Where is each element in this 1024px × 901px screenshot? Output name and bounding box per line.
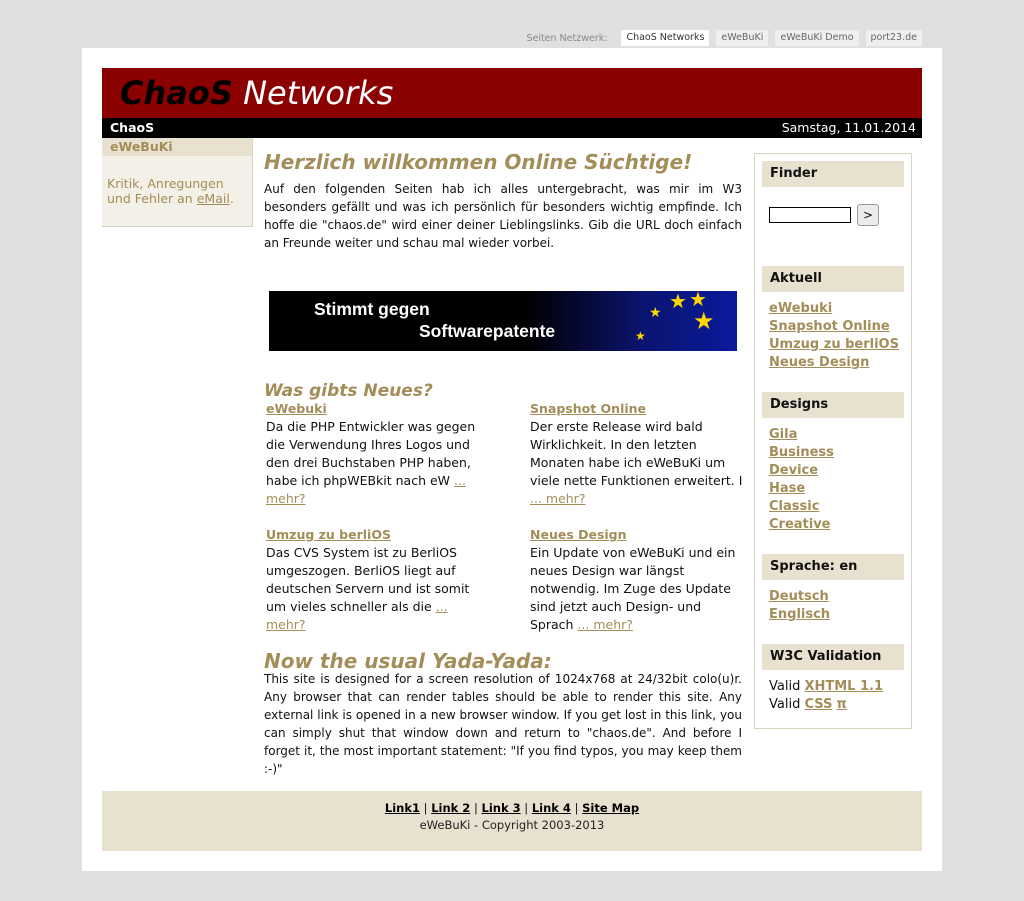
news-item-text	[530, 544, 744, 634]
design-item-creative[interactable]: Creative	[769, 517, 831, 532]
softwarepatente-banner[interactable]	[269, 291, 737, 351]
language-englisch[interactable]: Englisch	[769, 607, 831, 622]
star-icon: ★	[635, 329, 646, 343]
welcome-title: Herzlich willkommen Online Süchtige!	[264, 150, 693, 174]
w3c-list	[769, 678, 883, 714]
star-icon: ★	[649, 305, 662, 321]
date-display: Samstag, 11.01.2014	[781, 120, 916, 135]
site-logo	[120, 73, 393, 113]
sub-bar	[102, 118, 922, 138]
left-nav	[102, 138, 253, 227]
news-item-title[interactable]: Neues Design	[530, 527, 627, 542]
banner-line-1: Stimmt gegen	[314, 299, 430, 319]
news-item-body: Der erste Release wird bald Wirklichkeit. In den letzten Monaten habe ich eWeBuKi um viele nette Funktionen erweitert. I	[530, 419, 743, 488]
design-item-business[interactable]: Business	[769, 445, 834, 460]
news-item	[530, 400, 744, 508]
more-link[interactable]: ... mehr?	[530, 491, 586, 506]
footer-link-sitemap[interactable]: Site Map	[582, 801, 640, 815]
w3c-css-row	[769, 696, 883, 714]
network-tab-port23[interactable]: port23.de	[866, 30, 922, 46]
sprache-list	[769, 588, 830, 624]
network-tab-ewebuki-demo[interactable]: eWeBuKi Demo	[775, 30, 858, 46]
search-button[interactable]: >	[857, 204, 879, 226]
yada-title: Now the usual Yada-Yada:	[264, 649, 552, 673]
logo-part-chaos: ChaoS	[120, 74, 233, 112]
aktuell-item-neues-design[interactable]: Neues Design	[769, 355, 870, 370]
footer-link-3[interactable]: Link 3	[481, 801, 521, 815]
news-item	[530, 526, 744, 634]
aktuell-list	[769, 300, 899, 372]
news-section-title: Was gibts Neues?	[264, 381, 433, 401]
css-link[interactable]: CSS	[804, 697, 833, 712]
network-label: Seiten Netzwerk:	[526, 32, 608, 44]
news-item	[266, 526, 480, 634]
design-item-gila[interactable]: Gila	[769, 427, 798, 442]
footer-link-1[interactable]: Link1	[384, 801, 420, 815]
news-item-body: Das CVS System ist zu BerliOS umgeszogen. BerliOS liegt auf deutschen Servern und ist somit um vieles schneller als die	[266, 545, 470, 614]
footer-link-2[interactable]: Link 2	[431, 801, 471, 815]
star-icon: ★	[689, 291, 707, 311]
intro-text: Auf den folgenden Seiten hab ich alles untergebracht, was mir im W3 besonders gefällt und was ich persönlich für besonders wichtig empfinde. Ich hoffe die "chaos.de" wird einer deiner Lieblingslinks. Gib die URL doch einfach an Freunde weiter und schau mal wieder vorbei.	[264, 182, 742, 250]
design-item-hase[interactable]: Hase	[769, 481, 806, 496]
pi-link[interactable]: π	[836, 697, 847, 712]
w3c-xhtml-row	[769, 678, 883, 696]
aktuell-item-snapshot[interactable]: Snapshot Online	[769, 319, 890, 334]
section-name: ChaoS	[110, 120, 155, 135]
copyright: eWeBuKi - Copyright 2003-2013	[419, 818, 605, 832]
news-item-title[interactable]: Umzug zu berliOS	[266, 527, 391, 542]
footer-link-4[interactable]: Link 4	[531, 801, 571, 815]
feedback-text: Kritik, Anregungen und Fehler an	[107, 176, 224, 206]
sprache-title: Sprache: en	[762, 554, 904, 580]
news-item-text	[266, 418, 480, 508]
language-deutsch[interactable]: Deutsch	[769, 589, 829, 604]
main-content	[264, 148, 743, 776]
news-item-text	[266, 544, 480, 634]
finder-title: Finder	[762, 161, 904, 187]
yada-text: This site is designed for a screen resolution of 1024x768 at 24/32bit colo(u)r. Any browser that can render tables should be able to render this site. Any external link is opened in a new browser window. If you get lost in this link, you can simply shut that window down and return to "chaos.de". And before I forget it, the most important statement: "If you find typos, you may keep them :-)"	[264, 672, 742, 776]
left-nav-text	[102, 156, 252, 206]
news-item-text	[530, 418, 744, 508]
news-item-body: Ein Update von eWeBuKi und ein neues Design war längst notwendig. Im Zuge des Update sind jetzt auch Design- und Sprach	[530, 545, 736, 632]
banner-line-2: Softwarepatente	[419, 321, 556, 341]
footer-links: Link1 | Link 2 | Link 3 | Link 4 | Site Map	[384, 801, 640, 815]
left-nav-title: eWeBuKi	[102, 138, 252, 156]
aktuell-item-umzug[interactable]: Umzug zu berliOS	[769, 337, 899, 352]
news-item-title[interactable]: eWebuki	[266, 401, 327, 416]
network-bar	[526, 30, 922, 46]
page-container	[82, 48, 942, 871]
footer	[102, 791, 922, 851]
news-item-body: Da die PHP Entwickler was gegen die Verwendung Ihres Logos und den drei Buchstaben PHP haben, habe ich phpWEBkit nach eW	[266, 419, 476, 488]
xhtml-link[interactable]: XHTML 1.1	[804, 679, 884, 694]
w3c-title: W3C Validation	[762, 644, 904, 670]
network-tab-ewebuki[interactable]: eWeBuKi	[716, 30, 768, 46]
more-link[interactable]: ... mehr?	[577, 617, 633, 632]
aktuell-item-ewebuki[interactable]: eWebuki	[769, 301, 833, 316]
more-link[interactable]: ... mehr?	[266, 599, 448, 632]
email-link[interactable]: eMail	[196, 191, 230, 206]
search-input[interactable]	[769, 207, 851, 223]
star-icon: ★	[693, 307, 715, 335]
aktuell-title: Aktuell	[762, 266, 904, 292]
designs-list	[769, 426, 834, 534]
valid-label: Valid	[769, 697, 801, 712]
news-item-title[interactable]: Snapshot Online	[530, 401, 647, 416]
site-header	[102, 68, 922, 118]
feedback-text-end: .	[229, 191, 234, 206]
design-item-device[interactable]: Device	[769, 463, 819, 478]
valid-label: Valid	[769, 679, 801, 694]
network-tab-chaos[interactable]: ChaoS Networks	[621, 30, 709, 46]
more-link[interactable]: ... mehr?	[266, 473, 466, 506]
news-item	[266, 400, 480, 508]
star-icon: ★	[669, 291, 687, 313]
designs-title: Designs	[762, 392, 904, 418]
right-sidebar	[754, 153, 912, 729]
design-item-classic[interactable]: Classic	[769, 499, 820, 514]
logo-part-networks: Networks	[243, 74, 394, 112]
